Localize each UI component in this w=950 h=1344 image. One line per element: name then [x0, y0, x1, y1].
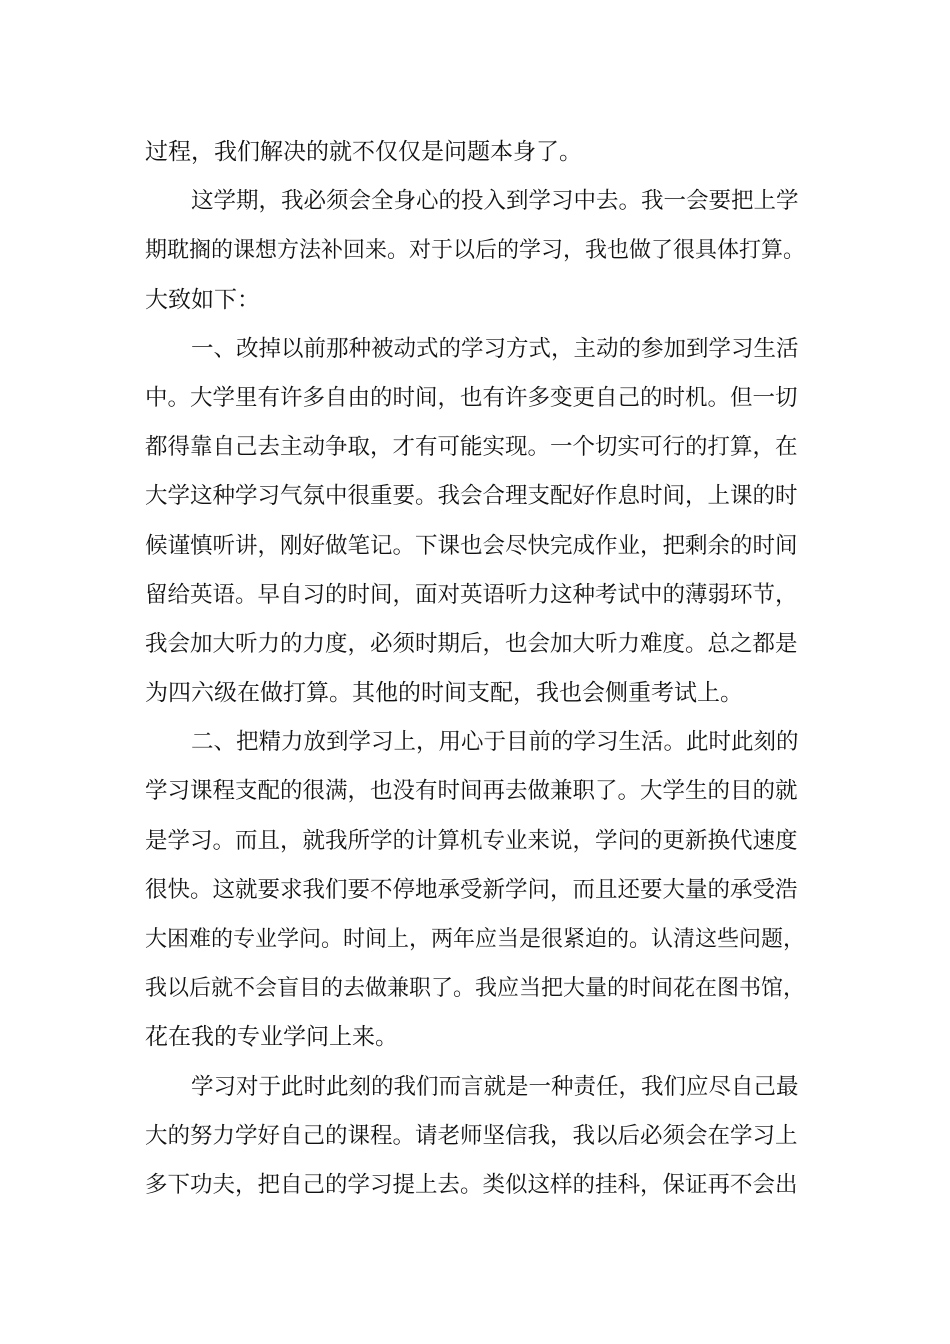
text-line: 期耽搁的课想方法补回来。对于以后的学习，我也做了很具体打算。 — [145, 238, 806, 264]
text-line: 大困难的专业学问。时间上，两年应当是很紧迫的。认清这些问题， — [145, 927, 806, 952]
text-line: 大致如下： — [145, 286, 260, 313]
text-line: 大的努力学好自己的课程。请老师坚信我，我以后必须会在学习上 — [145, 1122, 798, 1149]
text-line: 学习对于此时此刻的我们而言就是一种责任，我们应尽自己最 — [191, 1073, 799, 1100]
text-line: 过程，我们解决的就不仅仅是问题本身了。 — [145, 139, 582, 165]
text-line: 都得靠自己去主动争取，才有可能实现。一个切实可行的打算，在 — [145, 434, 798, 461]
text-line: 中。大学里有许多自由的时间，也有许多变更自己的时机。但一切 — [145, 384, 798, 411]
text-line: 二、把精力放到学习上，用心于目前的学习生活。此时此刻的 — [191, 729, 799, 756]
text-line: 一、改掉以前那种被动式的学习方式，主动的参加到学习生活 — [191, 335, 799, 362]
text-line: 学习课程支配的很满，也没有时间再去做兼职了。大学生的目的就 — [145, 778, 798, 805]
text-line: 我以后就不会盲目的去做兼职了。我应当把大量的时间花在图书馆， — [145, 976, 806, 1002]
text-line: 很快。这就要求我们要不停地承受新学问，而且还要大量的承受浩 — [145, 876, 798, 903]
text-line: 候谨慎听讲，刚好做笔记。下课也会尽快完成作业，把剩余的时间 — [145, 532, 798, 559]
body-text — [145, 128, 810, 1210]
text-line: 多下功夫，把自己的学习提上去。类似这样的挂科，保证再不会出 — [145, 1171, 798, 1198]
text-line: 我会加大听力的力度，必须时期后，也会加大听力难度。总之都是 — [145, 630, 798, 657]
text-line: 这学期，我必须会全身心的投入到学习中去。我一会要把上学 — [191, 188, 799, 215]
text-line: 是学习。而且，就我所学的计算机专业来说，学问的更新换代速度 — [145, 827, 798, 854]
text-line: 为四六级在做打算。其他的时间支配，我也会侧重考试上。 — [145, 680, 743, 707]
text-line: 留给英语。早自习的时间，面对英语听力这种考试中的薄弱环节， — [145, 581, 798, 608]
text-line: 大学这种学习气氛中很重要。我会合理支配好作息时间，上课的时 — [145, 483, 798, 510]
text-line: 花在我的专业学问上来。 — [145, 1024, 398, 1051]
